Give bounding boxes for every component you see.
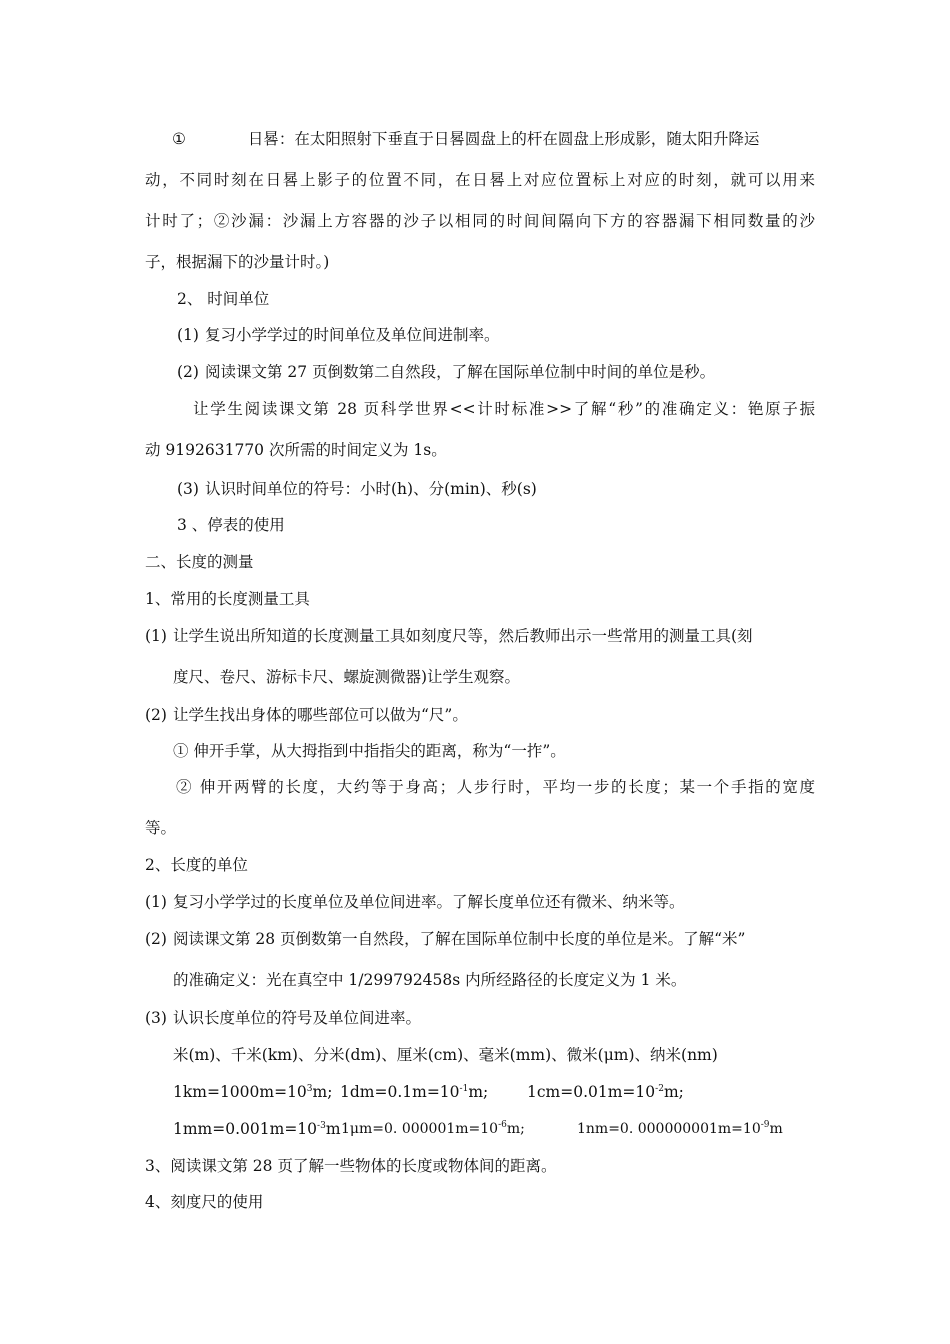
list-text: 阅读课文第 28 页倒数第一自然段，了解在国际单位制中长度的单位是米。了解“米” — [173, 930, 746, 948]
list-number: (1) — [145, 893, 167, 911]
chapter-heading: 二、长度的测量 — [145, 553, 254, 571]
formula-tail: m — [325, 1120, 341, 1138]
formula — [173, 1082, 332, 1102]
paragraph-line: 子，根据漏下的沙量计时。) — [145, 253, 330, 271]
formula — [527, 1082, 684, 1102]
formula — [341, 1119, 525, 1139]
list-number: (2) — [177, 363, 199, 381]
formula-tail: m; — [663, 1083, 684, 1101]
list-text: 阅读课文第 27 页倒数第二自然段，了解在国际单位制中时间的单位是秒。 — [205, 363, 716, 381]
formula-exponent: -9 — [760, 1120, 770, 1130]
formula-exponent: -2 — [655, 1084, 664, 1094]
paragraph-line: 动 9192631770 次所需的时间定义为 1s。 — [145, 441, 447, 459]
formula — [577, 1119, 783, 1139]
formula-tail: m — [769, 1121, 783, 1137]
formula-exponent: -3 — [317, 1121, 326, 1131]
formula-base: 1cm=0.01m=10 — [527, 1083, 656, 1101]
section-heading: 1、常用的长度测量工具 — [145, 590, 310, 608]
list-item — [177, 362, 815, 382]
formula-base: 1nm=0. 000000001m=10 — [577, 1121, 761, 1137]
paragraph-line: 计时了；②沙漏：沙漏上方容器的沙子以相同的时间间隔向下方的容器漏下相同数量的沙 — [145, 212, 815, 230]
section-heading: 4、刻度尺的使用 — [145, 1193, 264, 1211]
list-number: (1) — [145, 627, 167, 645]
list-item — [145, 892, 815, 912]
list-text: 认识时间单位的符号：小时(h)、分(min)、秒(s) — [205, 480, 537, 498]
section-heading: 2、 时间单位 — [177, 290, 270, 308]
list-number: (2) — [145, 930, 167, 948]
list-number: (3) — [177, 480, 199, 498]
list-text: 复习小学学过的时间单位及单位间进制率。 — [205, 326, 500, 344]
paragraph-line — [172, 129, 815, 149]
paragraph-line: 度尺、卷尺、游标卡尺、螺旋测微器)让学生观察。 — [173, 668, 521, 686]
formula-base: 1mm=0.001m=10 — [173, 1120, 318, 1138]
paragraph-line: ① 伸开手掌，从大拇指到中指指尖的距离，称为“一拃”。 — [173, 742, 566, 760]
formula — [340, 1082, 488, 1102]
formula-base: 1μm=0. 000001m=10 — [341, 1121, 499, 1137]
unit-list: 米(m)、千米(km)、分米(dm)、厘米(cm)、毫米(mm)、微米(μm)、纳米(nm) — [173, 1046, 718, 1064]
list-number: (1) — [177, 326, 199, 344]
list-item — [177, 479, 815, 499]
section-heading: 3 、停表的使用 — [177, 516, 285, 534]
paragraph-line: ② 伸开两臂的长度，大约等于身高；人步行时，平均一步的长度；某一个手指的宽度 — [176, 778, 815, 796]
formula-tail: m; — [312, 1083, 333, 1101]
list-number: (2) — [145, 706, 167, 724]
formula-exponent: -6 — [498, 1120, 507, 1130]
list-text: 复习小学学过的长度单位及单位间进率。了解长度单位还有微米、纳米等。 — [173, 893, 685, 911]
section-heading: 3、阅读课文第 28 页了解一些物体的长度或物体间的距离。 — [145, 1157, 557, 1175]
list-text: 让学生说出所知道的长度测量工具如刻度尺等，然后教师出示一些常用的测量工具(刻 — [173, 627, 753, 645]
list-text: 认识长度单位的符号及单位间进率。 — [173, 1009, 422, 1027]
section-heading: 2、长度的单位 — [145, 856, 248, 874]
list-item — [145, 1008, 815, 1028]
paragraph-line: 等。 — [145, 819, 177, 837]
list-item — [145, 705, 815, 725]
formula-tail: m; — [468, 1083, 489, 1101]
formula — [173, 1119, 341, 1139]
paragraph-line: 的准确定义：光在真空中 1/299792458s 内所经路径的长度定义为 1 米。 — [173, 971, 687, 989]
list-number: (3) — [145, 1009, 167, 1027]
paragraph-line: 让学生阅读课文第 28 页科学世界<<计时标准>>了解“秒”的准确定义：铯原子振 — [193, 400, 815, 418]
formula-exponent: -1 — [459, 1084, 469, 1094]
circled-number: ① — [172, 130, 186, 148]
list-item — [177, 325, 815, 345]
formula-base: 1km=1000m=10 — [173, 1083, 307, 1101]
paragraph-line: 动，不同时刻在日晷上影子的位置不同，在日晷上对应位置标上对应的时刻，就可以用来 — [145, 171, 815, 189]
list-item — [145, 929, 815, 949]
list-item — [145, 626, 815, 646]
line-text: 日晷：在太阳照射下垂直于日晷圆盘上的杆在圆盘上形成影，随太阳升降运 — [247, 130, 760, 148]
list-text: 让学生找出身体的哪些部位可以做为“尺”。 — [173, 706, 468, 724]
formula-exponent: 3 — [306, 1084, 313, 1094]
formula-tail: m; — [506, 1121, 525, 1137]
formula-base: 1dm=0.1m=10 — [340, 1083, 460, 1101]
